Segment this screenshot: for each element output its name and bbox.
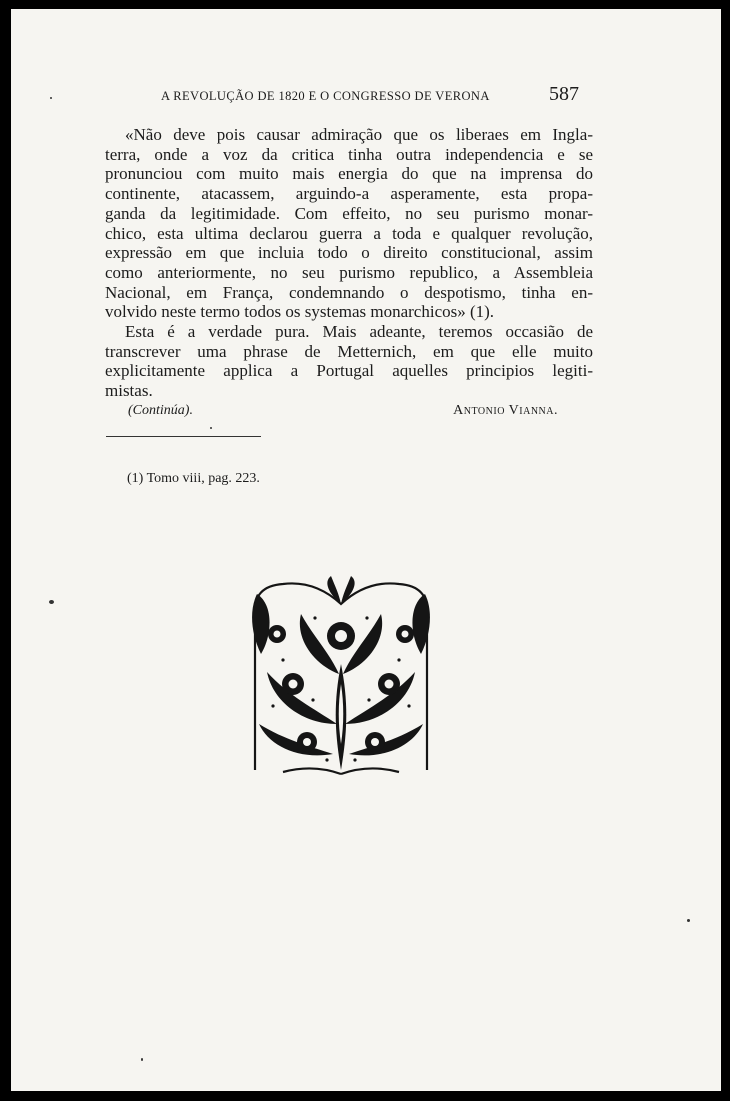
page-number: 587 bbox=[549, 83, 579, 105]
footnote: (1) Tomo viii, pag. 223. bbox=[127, 471, 260, 486]
ink-speck bbox=[49, 600, 54, 604]
text-line: Esta é a verdade pura. Mais adeante, teremos occasião de bbox=[125, 322, 593, 342]
text-line: chico, esta ultima declarou guerra a toda e qualquer revolução, bbox=[105, 223, 593, 243]
running-head-title: A REVOLUÇÃO DE 1820 E O CONGRESSO DE VERONA bbox=[161, 89, 490, 103]
text-line: «Não deve pois causar admiração que os liberaes em Ingla- bbox=[125, 125, 593, 144]
ink-speck bbox=[141, 1058, 143, 1061]
continua-note: (Continúa). bbox=[128, 403, 193, 418]
text-line: terra, onde a voz da critica tinha outra independencia e se bbox=[105, 144, 593, 164]
floral-vignette-icon bbox=[243, 574, 439, 778]
text-line: ganda da legitimidade. Com effeito, no seu purismo monar- bbox=[105, 203, 593, 223]
ink-speck bbox=[687, 919, 690, 922]
paragraph-1 bbox=[105, 125, 593, 322]
text-line: pronunciou com muito mais energia do que na imprensa do bbox=[105, 164, 593, 184]
text-line: como anteriormente, no seu purismo republico, a Assembleia bbox=[105, 262, 593, 282]
text-line: transcrever uma phrase de Metternich, em que elle muito bbox=[105, 341, 593, 361]
body-text bbox=[105, 125, 593, 401]
text-line: Nacional, em França, condemnando o despotismo, tinha en- bbox=[105, 282, 593, 302]
footnote-rule bbox=[106, 436, 261, 437]
text-line: mistas. bbox=[105, 381, 153, 401]
text-line: expressão em que incluia todo o direito constitucional, assim bbox=[105, 243, 593, 263]
text-line: explicitamente applica a Portugal aquelles principios legiti- bbox=[105, 361, 593, 381]
ink-speck bbox=[210, 427, 212, 429]
paragraph-2 bbox=[105, 322, 593, 401]
text-line: continente, atacassem, arguindo-a asperamente, esta propa- bbox=[105, 184, 593, 204]
signoff bbox=[128, 403, 558, 419]
ink-speck bbox=[50, 97, 52, 99]
author-signature: Antonio Vianna. bbox=[453, 403, 558, 418]
text-line: volvido neste termo todos os systemas monarchicos» (1). bbox=[105, 302, 495, 322]
document-page bbox=[11, 9, 721, 1091]
